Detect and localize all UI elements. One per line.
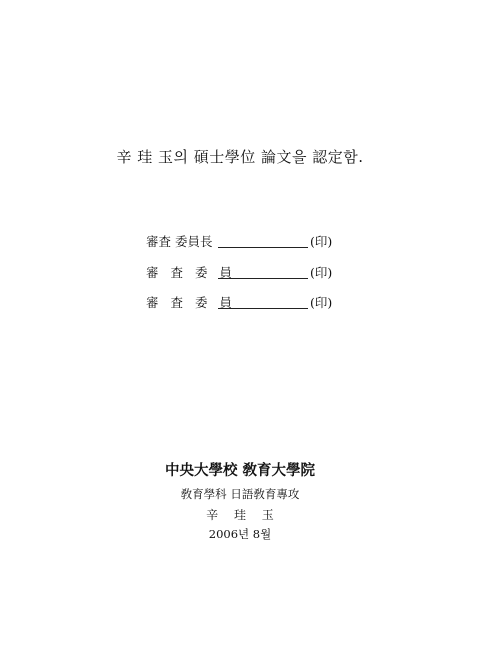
- author-name: 辛 珪 玉: [206, 508, 274, 522]
- committee-chair-role: 審査 委員長: [146, 234, 213, 249]
- approval-title: 辛 珪 玉의 碩士學位 論文을 認定함.: [116, 148, 364, 166]
- committee-member-row-1: [146, 265, 332, 281]
- committee-member-role-2: 審 査 委 員: [146, 295, 236, 310]
- submission-date: 2006년 8월: [208, 527, 272, 541]
- committee-chair-row: [146, 234, 332, 250]
- university-name: 中央大學校 敎育大學院: [164, 462, 316, 479]
- committee-member-signature-line-1: [218, 277, 308, 279]
- committee-member-seal-2: (印): [310, 295, 333, 310]
- department-name: 敎育學科 日語敎育專攻: [180, 487, 300, 501]
- committee-chair-seal: (印): [310, 234, 333, 249]
- committee-member-row-2: [146, 295, 332, 311]
- committee-member-role-1: 審 査 委 員: [146, 265, 236, 280]
- committee-chair-signature-line: [218, 246, 308, 248]
- committee-member-seal-1: (印): [310, 265, 333, 280]
- committee-member-signature-line-2: [218, 307, 308, 309]
